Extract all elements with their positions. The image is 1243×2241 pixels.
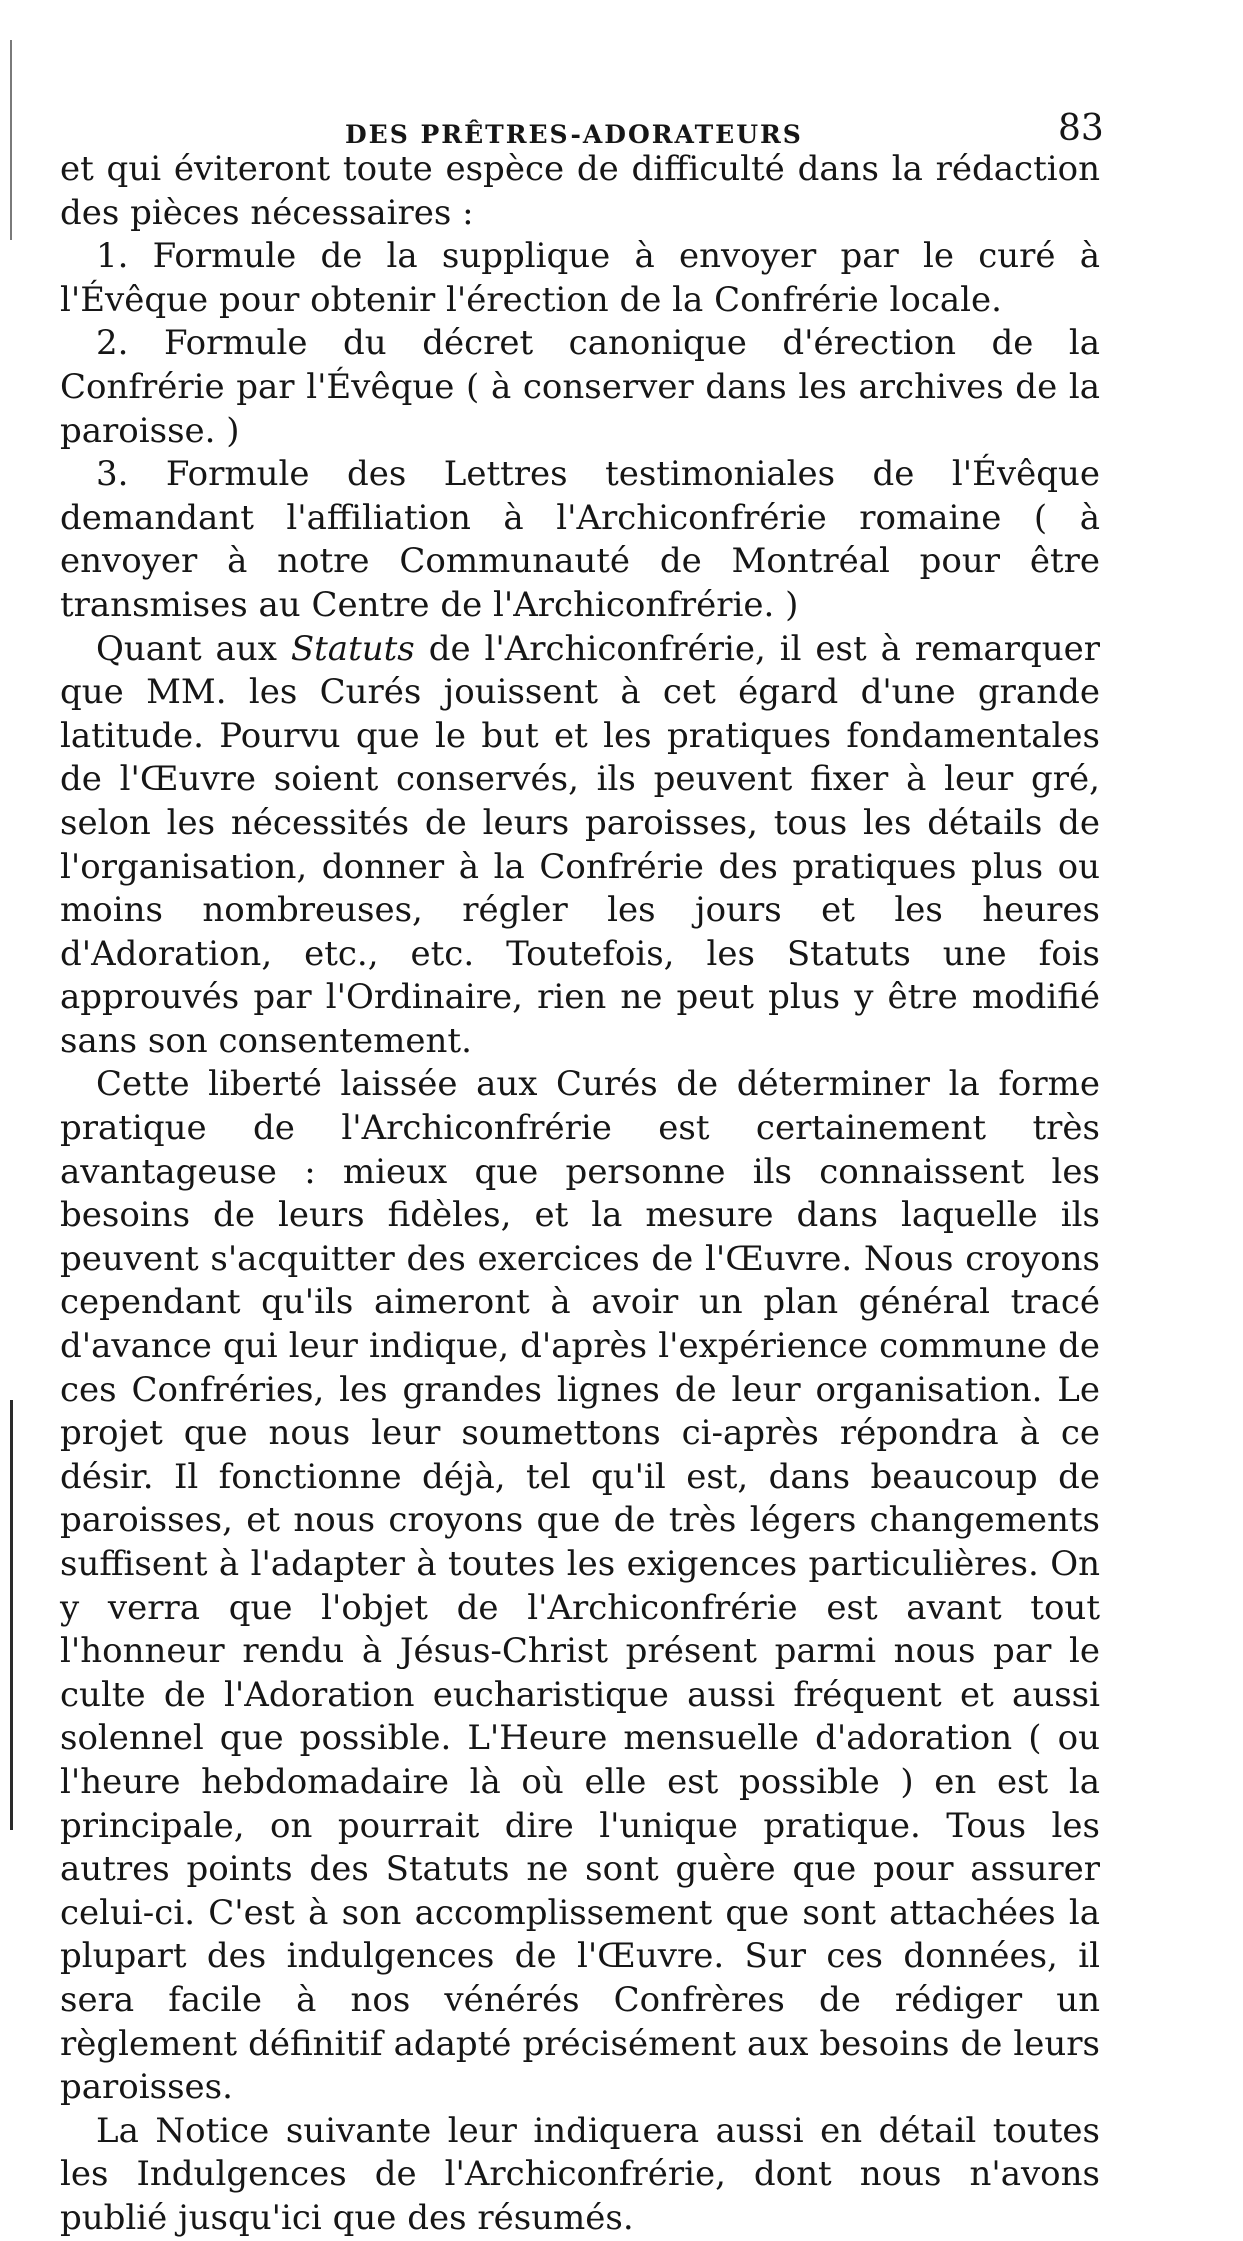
list-item-2: 2. Formule du décret canonique d'érection de la Confrérie par l'Évêque ( à conserver dans les archives de la paroisse. ) [60,323,1100,451]
margin-rule [10,1400,13,1830]
page-number: 83 [1058,108,1104,149]
list-item-1: 1. Formule de la supplique à envoyer par le curé à l'Évêque pour obtenir l'érection de la Confrérie locale. [60,236,1100,320]
list-item-3: 3. Formule des Lettres testimoniales de l'Évêque demandant l'affiliation à l'Archiconfrérie romaine ( à envoyer à notre Communauté de Montréal pour être transmises au Centre de l'Archiconfrérie. ) [60,454,1100,625]
page-edge-mark [10,40,12,240]
body-text [60,148,1100,2241]
paragraph-statuts-start: Quant aux [96,628,291,669]
statuts-italic: Statuts [290,628,415,669]
intro-paragraph: et qui éviteront toute espèce de difficulté dans la rédaction des pièces nécessaires : [60,149,1100,233]
running-title: DES PRÊTRES-ADORATEURS [345,120,803,149]
paragraph-statuts-rest: de l'Archiconfrérie, il est à remarquer que MM. les Curés jouissent à cet égard d'une grande latitude. Pourvu que le but et les pratiques fondamentales de l'Œuvre soient conservés, ils peuvent fixer à leur gré, selon les nécessités de leurs paroisses, tous les détails de l'organisation, donner à la Confrérie des pratiques plus ou moins nombreuses, régler les jours et les heures d'Adoration, etc., etc. Toutefois, les Statuts une fois approuvés par l'Ordinaire, rien ne peut plus y être modifié sans son consentement. [60,628,1101,1061]
paragraph-notice: La Notice suivante leur indiquera aussi en détail toutes les Indulgences de l'Archiconfrérie, dont nous n'avons publié jusqu'ici que des résumés. [60,2110,1100,2238]
paragraph-liberte: Cette liberté laissée aux Curés de déterminer la forme pratique de l'Archiconfrérie est certainement très avantageuse : mieux que personne ils connaissent les besoins de leurs fidèles, et la mesure dans laquelle ils peuvent s'acquitter des exercices de l'Œuvre. Nous croyons cependant qu'ils aimeront à avoir un plan général tracé d'avance qui leur indique, d'après l'expérience commune de ces Confréries, les grandes lignes de leur organisation. Le projet que nous leur soumettons ci-après répondra à ce désir. Il fonctionne déjà, tel qu'il est, dans beaucoup de paroisses, et nous croyons que de très légers changements suffisent à l'adapter à toutes les exigences particulières. On y verra que l'objet de l'Archiconfrérie est avant tout l'honneur rendu à Jésus-Christ présent parmi nous par le culte de l'Adoration eucharistique aussi fréquent et aussi solennel que possible. L'Heure mensuelle d'adoration ( ou l'heure hebdomadaire là où elle est possible ) en est la principale, on pourrait dire l'unique pratique. Tous les autres points des Statuts ne sont guère que pour assurer celui-ci. C'est à son accomplissement que sont attachées la plupart des indulgences de l'Œuvre. Sur ces données, il sera facile à nos vénérés Confrères de rédiger un règlement définitif adapté précisément aux besoins de leurs paroisses. [60,1064,1100,2108]
paragraph-statuts [60,628,1100,1064]
